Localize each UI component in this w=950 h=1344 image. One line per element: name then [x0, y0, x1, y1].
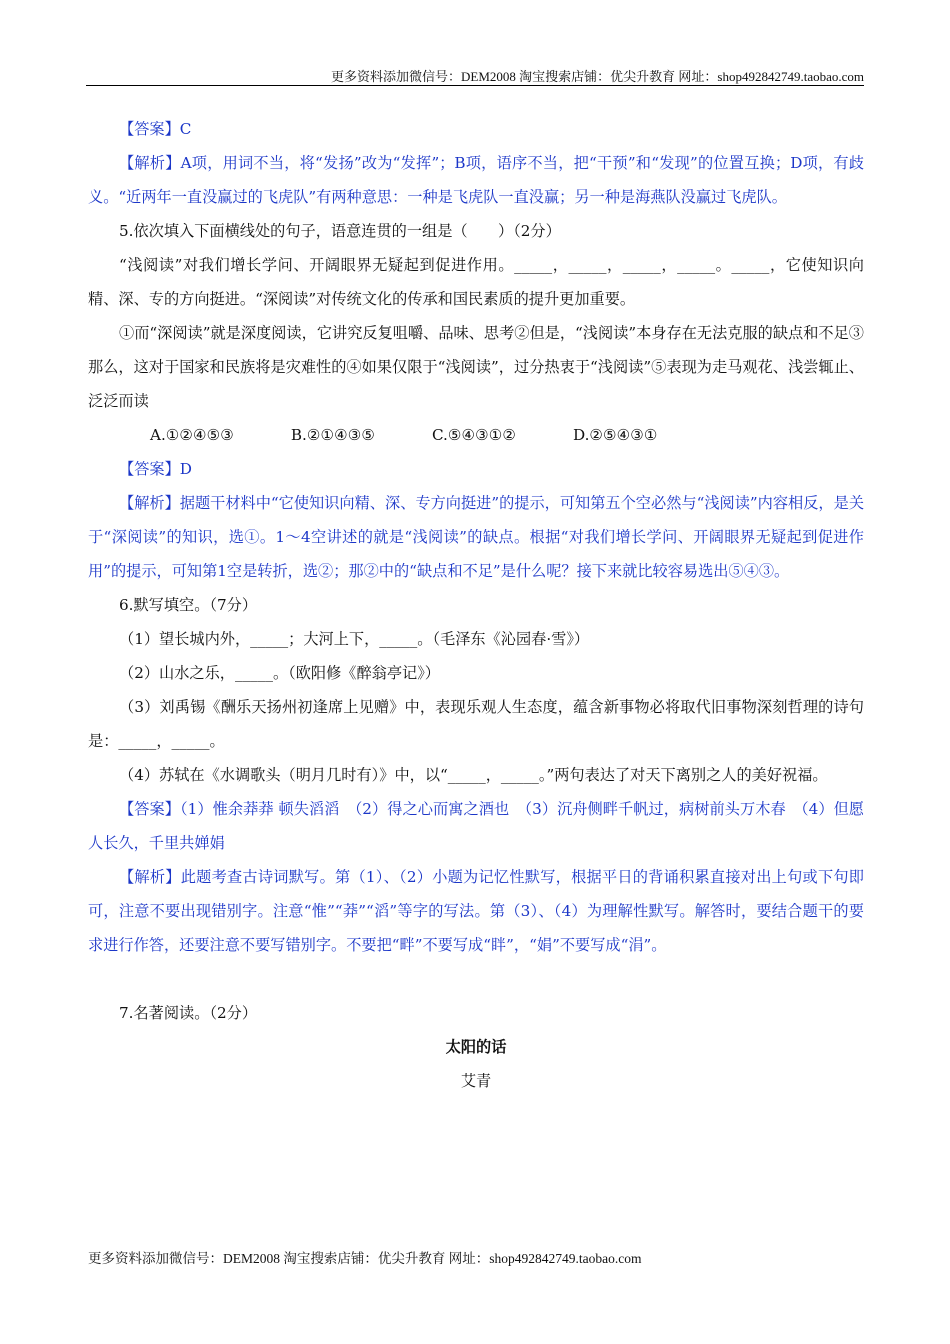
analysis-text: 据题干材料中“它使知识向精、深、专方向挺进”的提示，可知第五个空必然与“浅阅读”内容相反，是关于“深阅读”的知识，选①。1～4空讲述的就是“浅阅读”的缺点。根据“对我们增长学问、开阔眼界无疑起到促进作用”的提示，可知第1空是转折，选②；那②中的“缺点和不足”是什么呢？接下来就比较容易选出⑤④③。: [88, 494, 865, 580]
analysis-tag: 【解析】: [119, 494, 180, 512]
option-b: B.②①④③⑤: [290, 426, 375, 444]
spacer: [88, 962, 864, 996]
q6-sub3: （3）刘禹锡《酬乐天扬州初逢席上见赠》中，表现乐观人生态度，蕴含新事物必将取代旧事物深刻哲理的诗句是：_____，_____。: [88, 698, 864, 750]
q7-stem: 7.名著阅读。（2分）: [119, 1004, 258, 1022]
analysis-text: 此题考查古诗词默写。第（1）、（2）小题为记忆性默写，根据平日的背诵积累直接对出上句或下句即可，注意不要出现错别字。注意“惟”“莽”“滔”等字的写法。第（3）、（4）为理解性默写。解答时，要结合题干的要求进行作答，还要注意不要写错别字。不要把“畔”不要写成“眫”，“娟”不要写成“涓”。: [88, 868, 864, 954]
q5-answer: [88, 452, 864, 486]
q4-answer: [88, 112, 864, 146]
q6-sub2: （2）山水之乐，_____。（欧阳修《醉翁亭记》）: [119, 664, 440, 682]
q6-sub4: （4）苏轼在《水调歌头（明月几时有）》中，以“_____，_____。”两句表达了对天下离别之人的美好祝福。: [119, 766, 828, 784]
header-rule: [86, 85, 864, 86]
option-a: A.①②④⑤③: [150, 426, 234, 444]
poem-title: 太阳的话: [445, 1038, 507, 1056]
q6-answer: [88, 792, 864, 860]
page-footer: 更多资料添加微信号：DEM2008 淘宝搜索店铺：优尖升教育 网址：shop492842749.taobao.com: [88, 1251, 642, 1266]
analysis-tag: 【解析】: [119, 154, 181, 172]
answer-text: （1）惟余莽莽 顿失滔滔 （2）得之心而寓之酒也 （3）沉舟侧畔千帆过，病树前头万木春 （4）但愿人长久，千里共婵娟: [88, 800, 864, 852]
answer-tag: 【答案】: [119, 800, 180, 818]
q5-items: ①而“深阅读”就是深度阅读，它讲究反复咀嚼、品味、思考②但是，“浅阅读”本身存在无法克服的缺点和不足③那么，这对于国家和民族将是灾难性的④如果仅限于“浅阅读”，过分热衷于“浅阅读”⑤表现为走马观花、浅尝辄止、泛泛而读: [88, 324, 864, 410]
poem-author: 艾青: [460, 1072, 492, 1090]
q6-sub1: （1）望长城内外，_____；大河上下，_____。（毛泽东《沁园春·雪》）: [119, 630, 590, 648]
q4-analysis: [88, 146, 864, 214]
answer-text: C: [179, 120, 192, 138]
option-c: C.⑤④③①②: [431, 426, 516, 444]
analysis-text: A项，用词不当，将“发扬”改为“发挥”；B项，语序不当，把“干预”和“发现”的位置互换；D项，有歧义。“近两年一直没赢过的飞虎队”有两种意思：一种是飞虎队一直没赢；另一种是海燕队没赢过飞虎队。: [88, 154, 864, 206]
answer-tag: 【答案】: [119, 460, 180, 478]
q6-analysis: [88, 860, 864, 962]
analysis-tag: 【解析】: [119, 868, 181, 886]
q6-stem: 6.默写填空。（7分）: [119, 596, 258, 614]
q5-passage: “浅阅读”对我们增长学问、开阔眼界无疑起到促进作用。_____，_____，_____，_____。_____，它使知识向精、深、专的方向挺进。“深阅读”对传统文化的传承和国民素质的提升更加重要。: [88, 256, 864, 308]
document-body: [88, 112, 864, 1098]
option-d: D.②⑤④③①: [572, 426, 658, 444]
q5-analysis: [88, 486, 864, 588]
q5-options: [88, 418, 864, 452]
page-header: 更多资料添加微信号：DEM2008 淘宝搜索店铺：优尖升教育 网址：shop492842749.taobao.com: [331, 69, 864, 84]
answer-tag: 【答案】: [119, 120, 180, 138]
answer-text: D: [179, 460, 192, 478]
q5-stem: 5.依次填入下面横线处的句子，语意连贯的一组是（ ）（2分）: [119, 222, 561, 240]
